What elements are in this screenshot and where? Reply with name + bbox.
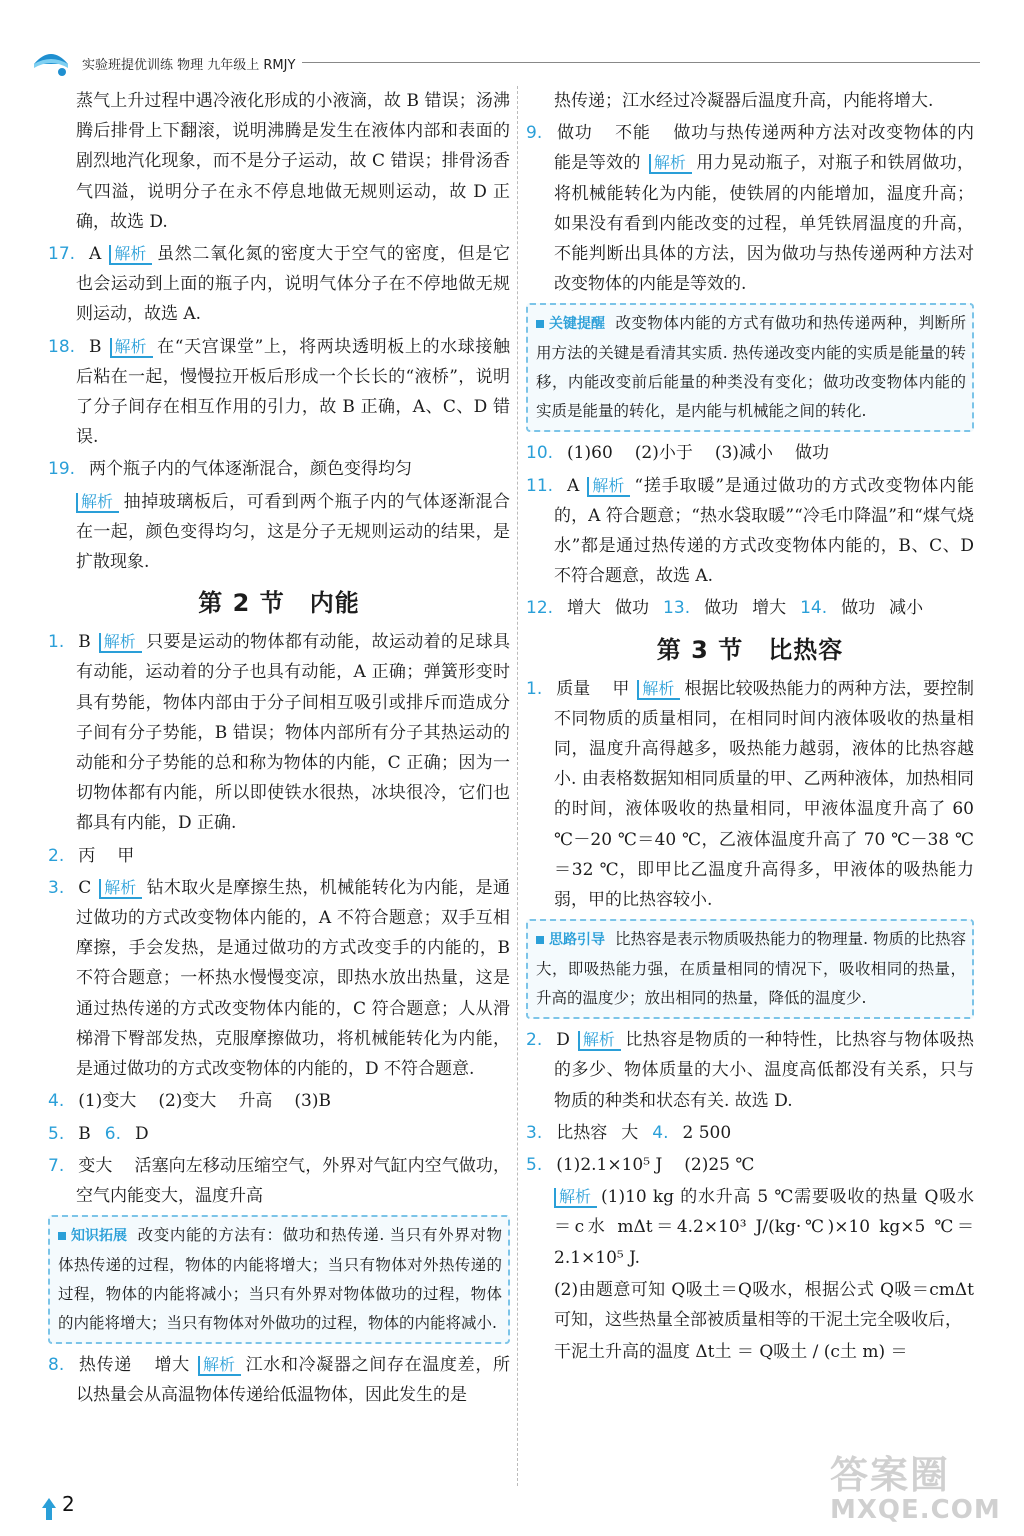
left-column [48,86,510,1413]
note-text: 改变内能的方法有：做功和热传递. 当只有外界对物体热传递的过程，物体的内能将增大；当只有物体对外热传递的过程，物体的内能将减小；当只有外界对物体做功的过程，物体的内能将增大；当只有物体对外做功的过程，物体的内能将减小. [58,1226,502,1333]
answer-part: (1)60 [567,443,613,464]
answer-part: (2)变大 [158,1091,217,1112]
answer-s2-10 [526,438,974,468]
answer-choice: A [89,244,102,265]
question-number: 5 . [48,1119,64,1149]
analysis-text: 在“天宫课堂”上，将两块透明板上的水球接触后粘在一起，慢慢拉开板后形成一个长长的“液桥”，说明了分子间存在相互作用的引力，故 B 正确，A、C、D 错误. [76,336,510,448]
analysis-tag: 解析 [637,680,680,700]
analysis-tag: 解析 [198,1356,241,1376]
analysis-tag: 解析 [649,154,692,174]
answer-choice: B [78,632,91,653]
analysis-text: 用力晃动瓶子，对瓶子和铁屑做功，将机械能转化为内能，使铁屑的内能增加，温度升高；如果没有看到内能改变的过程，单凭铁屑温度的升高，不能判断出具体的方法，因为做功与热传递两种方法对改变物体的内能是等效的. [554,153,975,295]
page-header [30,48,980,78]
thinking-guide-box [526,919,974,1019]
knowledge-extension-box [48,1215,510,1344]
analysis-tag: 解析 [109,245,152,265]
watermark-url: MXQE.COM [830,1495,1001,1525]
analysis-tag: 解析 [587,477,630,497]
question-number: 9 . [526,118,542,148]
answer-s2-3 [48,873,510,1084]
answer-text: 活塞向左移动压缩空气，外界对气缸内空气做功，空气内能变大，温度升高 [76,1155,511,1206]
answer-s2-2 [48,841,510,871]
answer-part: 做功 [615,598,650,619]
answer-part: 质量 [556,678,591,699]
answer-part: (2)小于 [634,443,693,464]
right-column [526,86,974,1370]
analysis-text: 虽然二氧化氮的密度大于空气的密度，但是它也会运动到上面的瓶子内，说明气体分子在不停地做无规则运动，故选 A. [76,244,510,325]
answer-19 [48,454,510,484]
question-number: 1 . [526,674,542,704]
answer-part: 做功 [841,598,876,619]
analysis-text: 根据比较吸热能力的两种方法，要控制不同物质的质量相同，在相同时间内液体吸收的热量相同，温度升高得越多，吸热能力越弱，液体的比热容越小. 由表格数据知相同质量的甲、乙两种液体，加热相同的时间，液体吸收的热量相同，甲液体温度升高了 60 ℃－20 ℃＝40 ℃，乙液体温度升高了 70 ℃－38 ℃＝32 ℃，即甲比乙温度升高得多，甲液体的吸热能力弱，甲的比热容较小. [554,678,975,911]
answer-text: 两个瓶子内的气体逐渐混合，颜色变得均匀 [89,459,413,480]
note-title: 思路引导 [536,926,605,955]
question-number: 11 . [526,471,553,501]
answer-part: 热传递 [78,1355,132,1376]
continued-text: 蒸气上升过程中遇冷液化形成的小液滴，故 B 错误；汤沸腾后排骨上下翻滚，说明沸腾是发生在液体内部和表面的剧烈地汽化现象，而不是分子运动，故 C 错误；排骨汤香气四溢，说明分子在永不停息地做无规则运动，故 D 正确，故选 D. [76,91,510,232]
answer-part: 大 [621,1122,639,1143]
answer-part: (3)B [294,1091,331,1112]
analysis-text: “搓手取暖”是通过做功的方式改变物体内能的，A 符合题意；“热水袋取暖”“冷毛巾降温”和“煤气烧水”都是通过热传递的方式改变物体内能的，B、C、D 不符合题意，故选 A. [554,475,974,587]
analysis-text: 抽掉玻璃板后，可看到两个瓶子内的气体逐渐混合在一起，颜色变得均匀，这是分子无规则运动的结果，是扩散现象. [76,491,510,573]
question-number: 14 . [800,593,827,623]
answer-part: 变大 [78,1155,113,1176]
answer-s3-5 [526,1150,974,1180]
question-number: 2 . [526,1025,542,1055]
page-arrow-icon [40,1494,58,1524]
answer-part: 比热容 [556,1122,608,1143]
answer-part: (1)2.1×10⁵ J [556,1155,663,1176]
answer-s2-7 [48,1151,510,1211]
answer-s2-11 [526,471,974,592]
note-title: 关键提醒 [536,310,605,339]
section-heading-3: 第 3 节 比热容 [656,635,844,664]
answer-part: 不能 [614,123,651,144]
header-title: 实验班提优训练 物理 九年级上 RMJY [82,58,296,73]
answer-choice: B [89,336,102,357]
answer-s2-1 [48,627,510,838]
answer-choice: D [134,1123,149,1144]
note-text: 比热容是表示物质吸热能力的物理量. 物质的比热容大，即吸热能力强，在质量相同的情况下，吸收相同的热量，升高的温度少；放出相同的热量，降低的温度少. [536,930,966,1008]
answer-s3-1 [526,674,974,916]
watermark [830,1444,1001,1525]
book-logo-icon [30,46,72,80]
watermark-text: 答案圈 [830,1453,951,1497]
question-number: 8 . [48,1350,64,1380]
continued-text: 热传递；江水经过冷凝器后温度升高，内能将增大. [554,91,934,111]
analysis-tag: 解析 [578,1031,621,1051]
answer-part: 做功 [704,598,739,619]
header-rule [302,62,980,63]
analysis-text: 只要是运动的物体都有动能，故运动着的足球具有动能，运动着的分子也具有动能，A 正确；弹簧形变时具有势能，物体内部由于分子间相互吸引或排斥而造成分子间有分子势能，B 错误；物体内部所有分子其热运动的动能和分子势能的总和称为物体的内能，C 正确；因为一切物体都有内能，所以即使铁水很热，冰块很冷，它们也都具有内能，D 正确. [76,632,510,834]
answer-part: 甲 [117,845,135,866]
analysis-tag: 解析 [99,633,142,653]
question-number: 2 . [48,841,64,871]
answer-part: 做功与热传递两种方法对改变物体的内能是等效的 [554,123,975,174]
question-number: 19 . [48,454,75,484]
analysis-tag: 解析 [110,338,153,358]
analysis-text: 比热容是物质的一种特性，比热容与物体吸热的多少、物体质量的大小、温度高低都没有关系，只与物质的种类和状态有关. 故选 D. [554,1030,974,1111]
answer-17 [48,239,510,330]
question-number: 1 . [48,627,64,657]
answer-choice: A [567,475,580,496]
note-title: 知识拓展 [58,1222,127,1251]
answer-s3-5-analysis-2: (2)由题意可知 Q吸土＝Q吸水，根据公式 Q吸＝cmΔt 可知，这些热量全部被质量相等的干泥土完全吸收后， [554,1279,974,1331]
answer-18 [48,332,510,453]
question-number: 3 . [526,1118,542,1148]
question-number: 5 . [526,1150,542,1180]
page-number: 2 [62,1492,75,1516]
answer-part: 2 500 [682,1122,732,1143]
answer-choice: D [556,1030,570,1051]
answer-s2-12-14 [526,593,974,623]
answer-s3-5-analysis-1 [526,1182,974,1273]
answer-s2-4 [48,1086,510,1116]
question-number: 18 . [48,332,75,362]
question-number: 4 . [652,1118,668,1148]
answer-part: 做功 [556,123,593,144]
note-text: 改变物体内能的方式有做功和热传递两种，判断所用方法的关键是看清其实质. 热传递改变内能的实质是能量的转移，内能改变前后能量的种类没有变化；做功改变物体内能的实质是能量的转化，是内能与机械能之间的转化. [536,314,966,421]
analysis-text: (1)10 kg 的水升高 5 ℃需要吸收的热量 Q吸水＝c水 mΔt＝4.2×10³ J/(kg·℃)×10 kg×5 ℃＝2.1×10⁵ J. [554,1187,974,1268]
answer-part: 丙 [78,845,96,866]
analysis-text: 钻木取火是摩擦生热，机械能转化为内能，是通过做功的方式改变物体内能的，A 不符合题意；双手互相摩擦，手会发热，是通过做功的方式改变手的内能的，B 不符合题意；一杯热水慢慢变凉，即热水放出热量，这是通过热传递的方式改变物体内能的，C 符合题意；人从滑梯滑下臀部发热，克服摩擦做功，将机械能转化为内能，是通过做功的方式改变物体的内能的，D 不符合题意. [76,877,510,1080]
analysis-tag: 解析 [554,1188,597,1208]
analysis-tag: 解析 [76,493,119,513]
answer-s3-2 [526,1025,974,1116]
question-number: 17 . [48,239,75,269]
key-reminder-box [526,303,974,432]
answer-choice: C [78,877,92,898]
question-number: 7 . [48,1151,64,1181]
answer-part: 增大 [567,598,602,619]
question-number: 6 . [105,1119,121,1149]
answer-s3-5-analysis-3: 干泥土升高的温度 Δt土 ＝ Q吸土 / (c土 m) ＝ [554,1342,908,1363]
question-number: 3 . [48,873,64,903]
answer-s3-3-4 [526,1118,974,1148]
question-number: 10 . [526,438,553,468]
answer-part: 做功 [794,443,829,464]
answer-19-analysis [48,487,510,578]
answer-s2-5-6 [48,1119,510,1149]
analysis-tag: 解析 [99,879,142,899]
answer-part: 减小 [889,598,924,619]
answer-choice: B [78,1123,91,1144]
answer-part: (2)25 ℃ [684,1155,755,1176]
answer-part: (1)变大 [78,1091,137,1112]
answer-part: (3)减小 [714,443,773,464]
answer-part: 升高 [238,1091,273,1112]
question-number: 4 . [48,1086,64,1116]
question-number: 13 . [663,593,690,623]
page-number-badge [40,1490,100,1522]
section-heading-2: 第 2 节 内能 [198,589,360,618]
analysis-text: 江水和冷凝器之间存在温度差，所以热量会从高温物体传递给低温物体，因此发生的是 [76,1355,511,1406]
answer-part: 增大 [752,598,787,619]
answer-part: 甲 [612,678,630,699]
question-number: 12 . [526,593,553,623]
answer-part: 增大 [153,1355,190,1376]
answer-s2-8 [48,1350,510,1410]
answer-s2-9 [526,118,974,299]
column-divider [517,86,518,1486]
